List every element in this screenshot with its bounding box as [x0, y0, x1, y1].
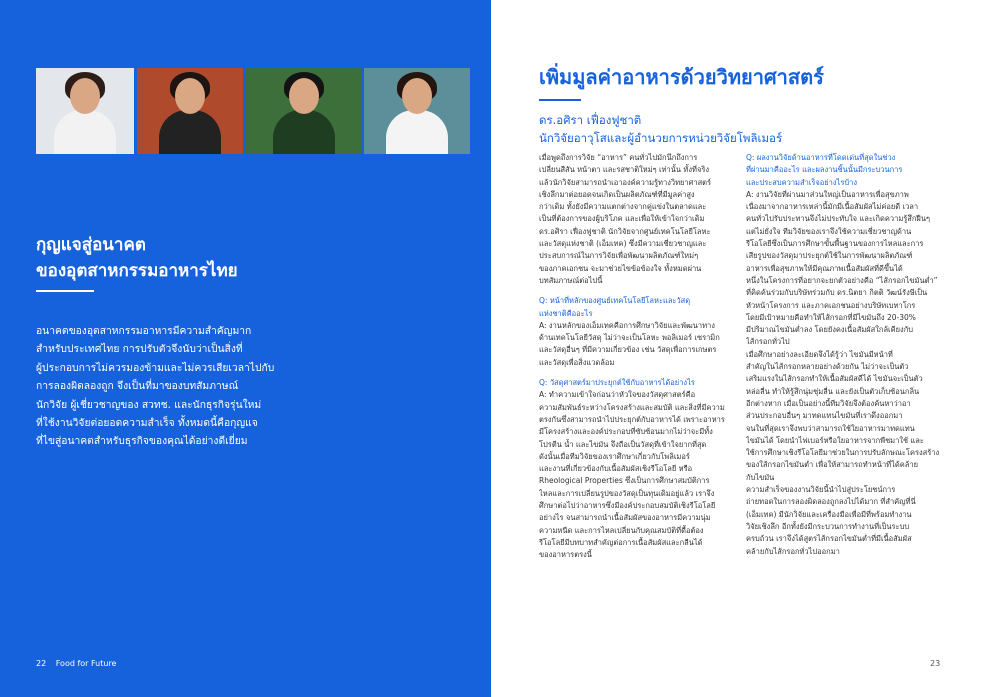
body-line: เมื่อพูดถึงการวิจัย “อาหาร” คนทั่วไปมักนึกถึงการ — [539, 153, 698, 162]
body-line: เมื่อศึกษาอย่างละเอียดจึงได้รู้ว่า ไขมันมีหน้าที่ — [746, 349, 893, 359]
headline-line: กุญแจสู่อนาคต — [36, 235, 146, 255]
portrait-body — [386, 110, 448, 154]
paragraph-spacer — [539, 287, 739, 295]
question-line: Q: วัสดุศาสตร์มาประยุกต์ใช้กับอาหารได้อย่างไร — [539, 378, 695, 388]
body-line: หนึ่งในโครงการที่อยากจะยกตัวอย่างคือ “ไส้กรอกไขมันต่ำ” — [746, 275, 938, 285]
body-line: ไส้กรอกทั่วไป — [746, 337, 790, 347]
body-line: ไหลและการเปลี่ยนรูปของวัสดุเป็นทุนเดิมอยู่แล้ว เราจึง — [539, 488, 715, 498]
author-role: นักวิจัยอาวุโสและผู้อำนวยการหน่วยวิจัยโพลิเมอร์ — [539, 131, 783, 145]
portrait-body — [54, 110, 116, 154]
intro-paragraph — [36, 322, 282, 451]
left-page-footer — [36, 659, 123, 668]
portrait-photo — [36, 68, 134, 154]
body-line: แล้วนักวิจัยสามารถนำเอาองค์ความรู้ทางวิทยาศาสตร์ — [539, 177, 712, 187]
body-line: และวัสดุเพื่อสิ่งแวดล้อม — [539, 357, 615, 367]
body-line: วิจัยเชิงลึก อีกทั้งยังมีกระบวนการทำงานที่เป็นระบบ — [746, 521, 910, 531]
article-column-1 — [539, 152, 739, 562]
body-line: ด้านเทคโนโลยีวัสดุ ไม่ว่าจะเป็นโลหะ พอลิเมอร์ เซรามิก — [539, 333, 720, 343]
body-line: ความหนืด และการไหลเปลี่ยนกับคุณสมบัติที่ดื้อต้อง — [539, 525, 704, 535]
body-line: ของภาคเอกชน จะมาช่วยไขข้อข้องใจ ทั้งหมดผ่าน — [539, 263, 702, 273]
intro-line: การลองผิดลองถูก จึงเป็นที่มาของบทสัมภาษณ์ — [36, 380, 239, 393]
title-underline — [539, 99, 581, 101]
body-line: แต่ไม่ยั่งใจ ทีมวิจัยของเราจึงใช้ความเชี่ยวชาญด้าน — [746, 226, 912, 236]
running-footer: Food for Future — [55, 659, 117, 668]
intro-line: นักวิจัย ผู้เชี่ยวชาญของ สวทช. และนักธุรกิจรุ่นใหม่ — [36, 398, 262, 411]
body-line: ถ่ายทอดในการลองผิดลองถูกลงไปได้มาก ที่สำคัญที่นี่ — [746, 497, 916, 507]
body-line: เป็นที่ต้องการของผู้บริโภค และเพื่อให้เข้าใจกว่าเดิม — [539, 214, 705, 224]
body-line: ประสบการณ์ในการวิจัยเพื่อพัฒนาผลิตภัณฑ์ใหม่ๆ — [539, 251, 699, 261]
body-line: หัวหน้าโครงการ และภาคเอกชนอย่างบริษัทเบทาโกร — [746, 300, 916, 310]
body-line: อาหารเพื่อสุขภาพให้มีคุณภาพเนื้อสัมผัสที่ดีขึ้นได้ — [746, 263, 903, 273]
body-line: A: งานวิจัยที่ผ่านมาส่วนใหญ่เป็นอาหารเพื่อสุขภาพ — [746, 189, 909, 199]
author-block — [539, 111, 782, 147]
body-line: และงานที่เกี่ยวข้องกับเนื้อสัมผัสเชิงรีโอโลยี หรือ — [539, 464, 693, 474]
body-line: มีปริมาณไขมันต่ำลง โดยยังคงเนื้อสัมผัสใกล้เคียงกับ — [746, 325, 913, 335]
body-line: ดังนั้นเมื่อทีมวิจัยของเราศึกษาเกี่ยวกับโพลิเมอร์ — [539, 451, 690, 461]
body-line: คล้ายกับไส้กรอกทั่วไปออกมา — [746, 546, 840, 556]
portrait-face — [70, 78, 100, 114]
question-line: ที่ผ่านมาคืออะไร และผลงานชิ้นนั้นมีกระบวนการ — [746, 165, 903, 175]
portrait-face — [289, 78, 319, 114]
headline-underline — [36, 290, 94, 292]
intro-line: ที่ไขสู่อนาคตสำหรับธุรกิจของคุณได้อย่างดีเยี่ยม — [36, 435, 248, 448]
portrait-face — [175, 78, 205, 114]
body-line: ส่วนประกอบอื่นๆ มาทดแทนไขมันที่เราดึงออกมา — [746, 411, 903, 421]
body-line: ศึกษาต่อไปว่าอาหารซึ่งมีองค์ประกอบสมบัติเชิงรีโอโลยี — [539, 501, 716, 511]
intro-line: อนาคตของอุตสาหกรรมอาหารมีความสำคัญมาก — [36, 325, 252, 337]
paragraph-spacer — [539, 369, 739, 377]
body-line: บทสัมภาษณ์ต่อไปนี้ — [539, 275, 603, 285]
body-line: อย่างไร จนสามารถนำเนื้อสัมผัสของอาหารมีความนุ่ม — [539, 513, 711, 523]
body-line: สำคัญในไส้กรอกหลายอย่างด้วยกัน ไม่ว่าจะเป็นตัว — [746, 362, 909, 372]
body-line: A: งานหลักของเอ็มเทคคือการศึกษาวิจัยและพัฒนาทาง — [539, 320, 715, 330]
portrait-body — [273, 110, 335, 154]
portrait-face — [402, 78, 432, 114]
body-line: และวัสดุแห่งชาติ (เอ็มเทค) ซึ่งมีความเชี่ยวชาญและ — [539, 239, 707, 249]
body-line: (เอ็มเทค) มีนักวิจัยและเครื่องมือเพื่อมีที่พร้อมทำงาน — [746, 509, 912, 519]
body-line: จนในที่สุดเราจึงพบว่าสามารถใช้ใยอาหารมาทดแทน — [746, 423, 915, 433]
body-line: เนื่องมาจากอาหารเหล่านี้มักมีเนื้อสัมผัสไม่ค่อยดี เวลา — [746, 202, 919, 212]
body-line: ความสัมพันธ์ระหว่างโครงสร้างและสมบัติ และสิ่งที่มีความ — [539, 402, 725, 412]
body-line: A: ทำความเข้าใจก่อนว่าหัวใจของวัสดุศาสตร์คือ — [539, 390, 696, 400]
body-line: หล่อลื่น ทำให้รู้สึกนุ่มชุ่มลื่น และยังเป็นตัวเก็บซ้อนกลิ่น — [746, 386, 920, 396]
question-line: และประสบความสำเร็จอย่างไรบ้าง — [746, 177, 857, 187]
body-line: เสริมแรงในไส้กรอกทำให้เนื้อสัมผัสดีได้ ไขมันจะเป็นตัว — [746, 374, 923, 384]
body-line: อีกต่างหาก เมื่อเป็นอย่างนี้ทีมวิจัยจึงต้องค้นหาว่าอา — [746, 398, 911, 408]
body-line: ของใส้กรอกไขมันต่ำ เพื่อให้สามารถทำหน้าที่ได้คล้าย — [746, 460, 918, 470]
body-line: และวัสดุอื่นๆ ที่มีความเกี่ยวข้อง เช่น วัสดุเพื่อการเกษตร — [539, 345, 717, 355]
article-title: เพิ่มมูลค่าอาหารด้วยวิทยาศาสตร์ — [539, 65, 824, 89]
headline-line: ของอุตสาหกรรมอาหารไทย — [36, 261, 238, 281]
intro-line: ที่ใช้งานวิจัยต่อยอดความสำเร็จ ทั้งหมดนี้คือกุญแจ — [36, 417, 258, 430]
question-line: แห่งชาติคืออะไร — [539, 308, 593, 318]
article-column-2 — [746, 152, 946, 558]
body-line: เชิงลึกมาต่อยอดจนเกิดเป็นผลิตภัณฑ์ที่มีมูลค่าสูง — [539, 189, 695, 199]
portrait-body — [159, 110, 221, 154]
body-line: รีโอโลยีมีบทบาทสำคัญต่อการเนื้อสัมผัสและกลืนได้ — [539, 537, 703, 547]
body-line: ความสำเร็จของงานวิจัยนี้นำไปสู่ประโยชน์การ — [746, 485, 896, 495]
body-line: รีโอโลยีซึ่งเป็นการศึกษาขั้นพื้นฐานของการไหลและการ — [746, 239, 924, 249]
body-line: คนทั่วไปรับประทานจึงไม่ประทับใจ และเกิดความรู้สึกฝืนๆ — [746, 214, 930, 224]
body-line: เสียรูปของวัสดุมาประยุกต์ใช้ในการพัฒนาผลิตภัณฑ์ — [746, 251, 913, 261]
question-line: Q: หน้าที่หลักของศูนย์เทคโนโลยีโลหะและวัสดุ — [539, 296, 691, 306]
body-line: ดร.อศิรา เฟื่องฟูชาติ นักวิจัยจากศูนย์เทคโนโลยีโลหะ — [539, 226, 711, 236]
intro-line: สำหรับประเทศไทย การปรับตัวจึงนับว่าเป็นสิ่งที่ — [36, 343, 243, 356]
body-line: กว่าเดิม ทั้งยังมีความแตกต่างจากคู่แข่งในตลาดและ — [539, 202, 707, 212]
body-line: ใช้การศึกษาเชิงรีโอโลยีมาช่วยในการปรับลักษณะโครงสร้าง — [746, 448, 940, 458]
body-line: กับไขมัน — [746, 472, 775, 482]
body-line: Rheological Properties ซึ่งเป็นการศึกษาสมบัติการ — [539, 476, 710, 486]
body-line: ตรงกันซึ่งสามารถนำไปประยุกต์กับอาหารได้ เพราะอาหาร — [539, 414, 725, 424]
body-line: ไขมันได้ โดยนำไฟเบอร์หรือใยอาหารจากพืชมาใช้ และ — [746, 435, 924, 445]
author-name: ดร.อศิรา เฟื่องฟูชาติ — [539, 113, 642, 127]
question-line: Q: ผลงานวิจัยด้านอาหารที่โดดเด่นที่สุดในช่วง — [746, 153, 896, 162]
body-line: เปลี่ยนสีสัน หน้าตา และรสชาติใหม่ๆ เท่านั้น ทั้งที่จริง — [539, 165, 710, 175]
portrait-photo — [246, 68, 362, 154]
page-number: 23 — [930, 659, 941, 668]
page-number: 22 — [36, 659, 47, 668]
portrait-photo — [364, 68, 470, 154]
body-line: ของอาหารตรงนี้ — [539, 550, 592, 560]
body-line: มีโครงสร้างและองค์ประกอบที่ซับซ้อนมากไม่ว่าจะมีทั้ง — [539, 427, 713, 437]
body-line: โปรตีน น้ำ และไขมัน จึงถือเป็นวัสดุที่เข้าใจยากที่สุด — [539, 439, 707, 449]
intro-line: ผู้ประกอบการไม่ควรมองข้ามและไม่ควรเสียเวลาไปกับ — [36, 361, 275, 374]
body-line: ที่คิดค้นร่วมกับบริษัทร่วมกับ ดร.นิตยา กิตติ วัฒน์รังษีเป็น — [746, 288, 928, 298]
body-line: ครบถ้วน เราจึงได้สูตรไส้กรอกไขมันต่ำที่มีเนื้อสัมผัส — [746, 534, 912, 544]
body-line: โดยมีเป้าหมายคือทำให้ไส้กรอกที่มีไขมันถึง 20-30% — [746, 312, 916, 322]
left-page-headline — [36, 232, 396, 284]
portrait-photo — [137, 68, 243, 154]
